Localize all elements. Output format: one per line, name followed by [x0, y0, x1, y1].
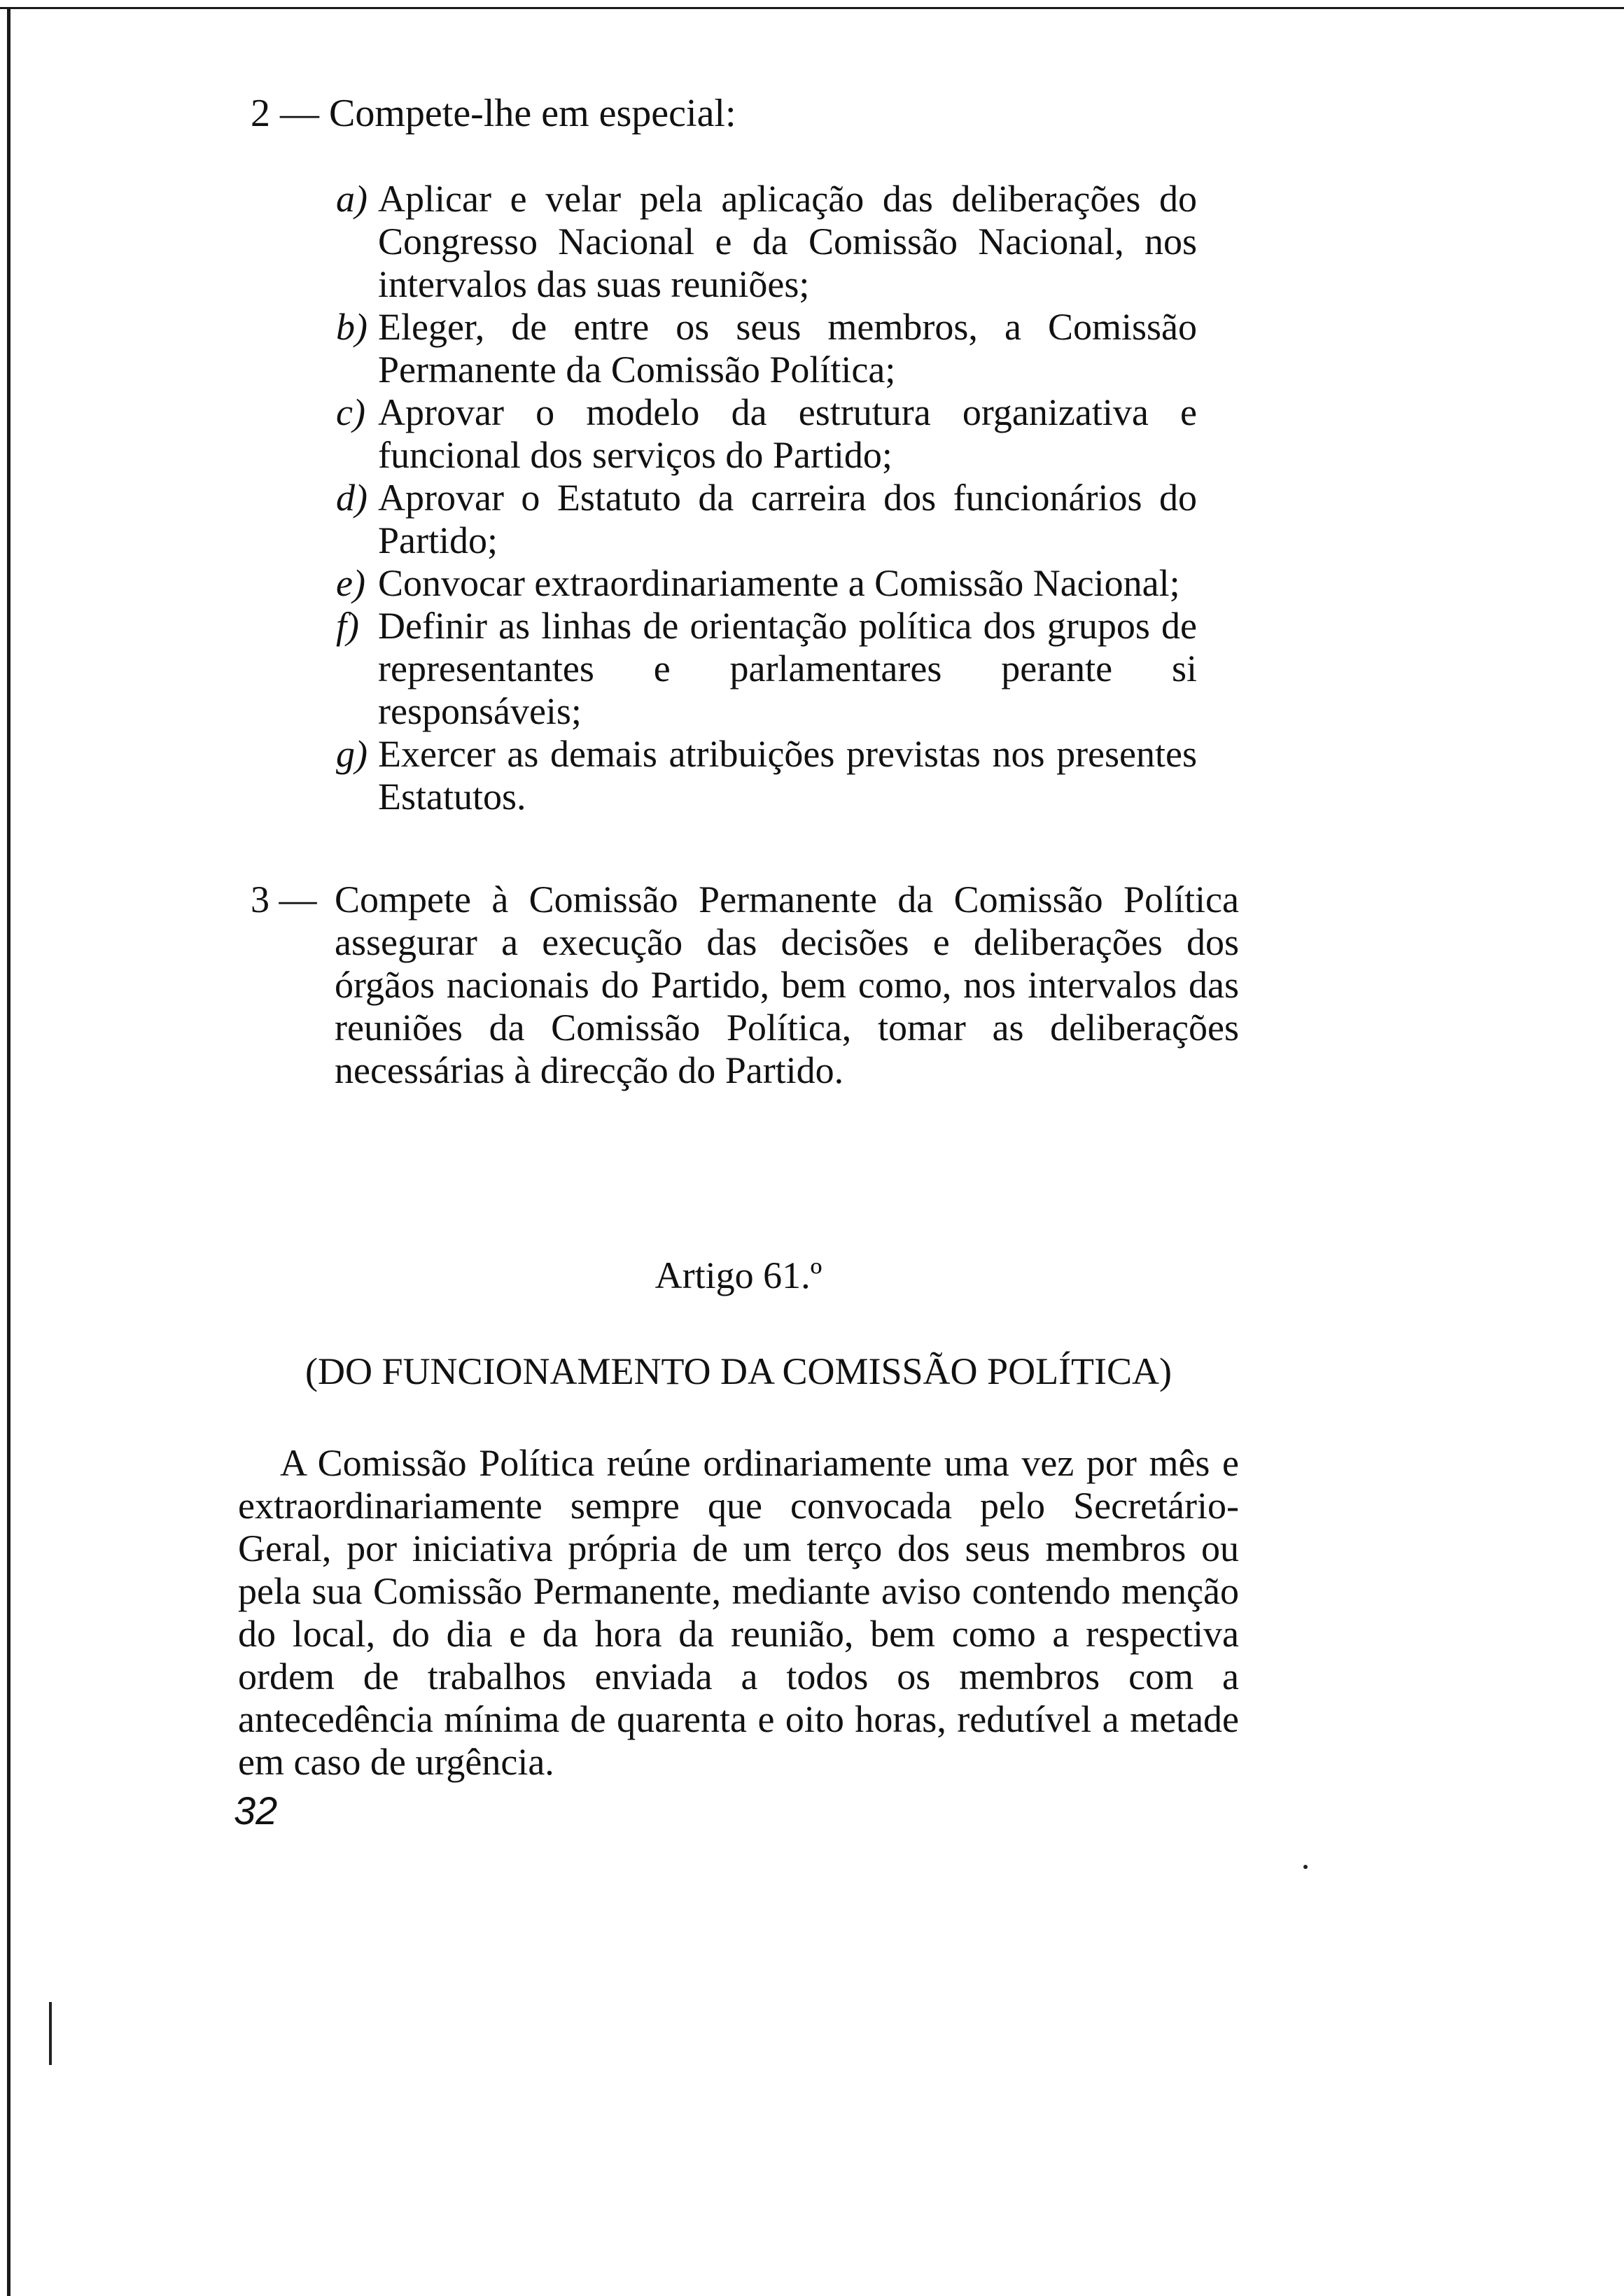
- article-body: A Comissão Política reúne ordinariamente uma vez por mês e extraordinariamente sempre que convocada pelo Secretário-Geral, por iniciativa própria de um terço dos seus membros ou pela sua Comissão Permanente, mediante aviso contendo menção do local, do dia e da hora da reunião, bem como a respectiva ordem de trabalhos enviada a todos os membros com a antecedência mínima de quarenta e oito horas, redutível a metade em caso de urgência.: [238, 1442, 1239, 1783]
- scan-mark: [49, 2002, 52, 2065]
- list-item-letter: f): [336, 605, 359, 647]
- list-item-letter: c): [336, 391, 365, 433]
- section-2-heading: 2 — Compete-lhe em especial:: [251, 92, 736, 135]
- page-top-edge: [0, 7, 1624, 9]
- list-item-letter: g): [336, 733, 368, 775]
- document-content: [238, 91, 1239, 1784]
- article-title: Artigo 61.º: [654, 1254, 822, 1296]
- list-item: [336, 477, 1197, 562]
- section-3-paragraph: [238, 878, 1239, 1092]
- list-item: [336, 306, 1197, 391]
- scan-dot: [1303, 1865, 1308, 1869]
- list-item-text: Aplicar e velar pela aplicação das deliberações do Congresso Nacional e da Comissão Nacional, nos intervalos das suas reuniões;: [378, 178, 1197, 305]
- list-item: [336, 562, 1197, 605]
- list-item-letter: b): [336, 306, 368, 348]
- list-item: [336, 391, 1197, 477]
- page-number: 32: [234, 1788, 278, 1833]
- list-item: [336, 733, 1197, 818]
- article-subtitle: (DO FUNCIONAMENTO DA COMISSÃO POLÍTICA): [304, 1350, 1172, 1392]
- list-item: [336, 605, 1197, 733]
- list-item-text: Aprovar o Estatuto da carreira dos funcionários do Partido;: [378, 477, 1197, 561]
- section-3-number: 3 —: [251, 878, 317, 920]
- list-item-text: Definir as linhas de orientação política dos grupos de representantes e parlamentares perante si responsáveis;: [378, 605, 1197, 732]
- list-item-letter: a): [336, 178, 368, 220]
- section-3-text: Compete à Comissão Permanente da Comissão Política assegurar a execução das decisões e deliberações dos órgãos nacionais do Partido, bem como, nos intervalos das reuniões da Comissão Política, tomar as deliberações necessárias à direcção do Partido.: [335, 878, 1239, 1091]
- list-item-letter: d): [336, 477, 368, 519]
- section-2-list: [336, 178, 1197, 818]
- list-item-text: Convocar extraordinariamente a Comissão Nacional;: [378, 562, 1180, 604]
- list-item-text: Eleger, de entre os seus membros, a Comissão Permanente da Comissão Política;: [378, 306, 1197, 391]
- list-item-text: Aprovar o modelo da estrutura organizativa e funcional dos serviços do Partido;: [378, 391, 1197, 476]
- list-item-letter: e): [336, 562, 365, 604]
- list-item: [336, 178, 1197, 306]
- page-left-edge: [7, 7, 10, 2296]
- list-item-text: Exercer as demais atribuições previstas nos presentes Estatutos.: [378, 733, 1197, 818]
